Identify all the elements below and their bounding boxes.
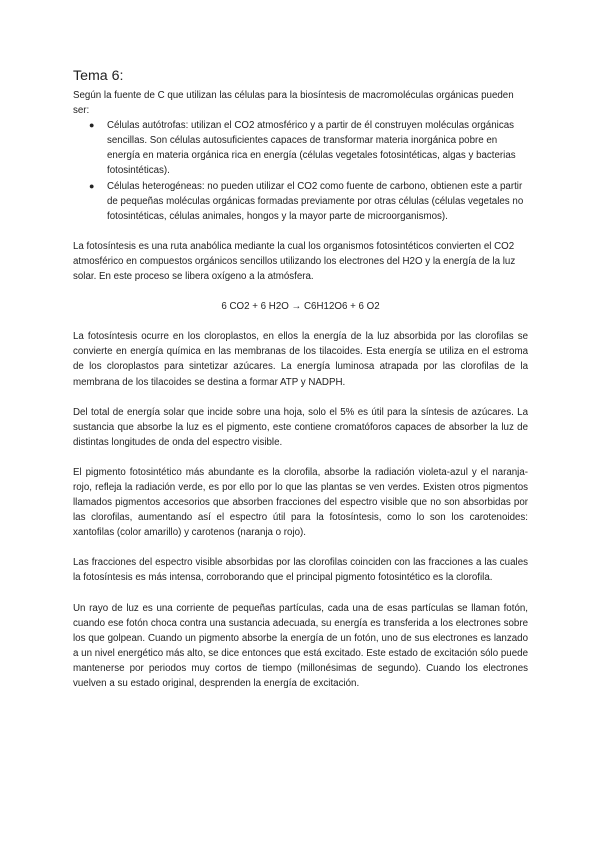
- pigment-paragraph: El pigmento fotosintético más abundante es la clorofila, absorbe la radiación violeta-azul y el naranja-rojo, refleja la radiación verde, es por ello por lo que las plantas se ven verdes. Existen otros pigmentos llamados pigmentos accesorios que absorben fracciones del espectro visible que no son absorbidas por las clorofilas, aumentando así el espectro útil para la fotosíntesis, como lo son los carotenoides: xantofilas (color amarillo) y carotenos (naranja o rojo).: [73, 466, 528, 539]
- cell-types-list: [73, 118, 528, 224]
- list-item-text: Células autótrofas: utilizan el CO2 atmosférico y a partir de él construyen moléculas orgánicas sencillas. Son células autosuficientes capaces de transformar materia inorgánica pobre en energía en materia orgánica rica en energía (células vegetales fotosintéticas, algas y bacterias fotosintéticas).: [107, 120, 516, 177]
- chloroplast-paragraph: La fotosíntesis ocurre en los cloroplastos, en ellos la energía de la luz absorbida por las clorofilas se convierte en energía química en las membranas de los tilacoides. Esta energía se utiliza en el estroma de los cloroplastos para sintetizar azúcares. La energía luminosa atrapada por las clorofilas de la membrana de los tilacoides se destina a formar ATP y NADPH.: [73, 331, 528, 388]
- document-page: [73, 68, 528, 691]
- bullet-icon: ●: [89, 180, 95, 191]
- list-item: [73, 179, 528, 224]
- intro-paragraph: Según la fuente de C que utilizan las células para la biosíntesis de macromoléculas orgánicas pueden ser:: [73, 90, 514, 117]
- solar-energy-paragraph: Del total de energía solar que incide sobre una hoja, solo el 5% es útil para la síntesis de azúcares. La sustancia que absorbe la luz es el pigmento, este contiene cromatóforos capaces de absorber la luz de distintas longitudes de onda del espectro visible.: [73, 406, 528, 448]
- list-item: [73, 118, 528, 178]
- spectrum-paragraph: Las fracciones del espectro visible absorbidas por las clorofilas coinciden con las fracciones a las cuales la fotosíntesis es más intensa, corroborando que el principal pigmento fotosintético es la clorofila.: [73, 557, 528, 584]
- list-item-text: Células heterogéneas: no pueden utilizar el CO2 como fuente de carbono, obtienen este a partir de pequeñas moléculas orgánicas formadas previamente por otras células (células vegetales no fotosintéticas, células animales, hongos y la mayor parte de microorganismos).: [107, 180, 524, 222]
- page-title: Tema 6:: [73, 68, 124, 84]
- photosynthesis-equation: 6 CO2 + 6 H2O → C6H12O6 + 6 O2: [221, 301, 380, 313]
- bullet-icon: ●: [89, 120, 95, 131]
- photosynthesis-definition-paragraph: La fotosíntesis es una ruta anabólica mediante la cual los organismos fotosintéticos convierten el CO2 atmosférico en compuestos orgánicos sencillos utilizando los electrones del H2O y la energía de la luz solar. En este proceso se libera oxígeno a la atmósfera.: [73, 240, 516, 283]
- photon-paragraph: Un rayo de luz es una corriente de pequeñas partículas, cada una de esas partículas se llaman fotón, cuando ese fotón choca contra una sustancia adecuada, su energía es transferida a los electrones sobre los que golpean. Cuando un pigmento absorbe la energía de un fotón, uno de sus electrones es lanzado a un nivel energético más alto, se dice entonces que está excitado. Este estado de excitación sólo puede mantenerse por periodos muy cortos de tiempo (millonésimas de segundo). Cuando los electrones vuelven a su estado original, desprenden la energía de excitación.: [73, 602, 528, 689]
